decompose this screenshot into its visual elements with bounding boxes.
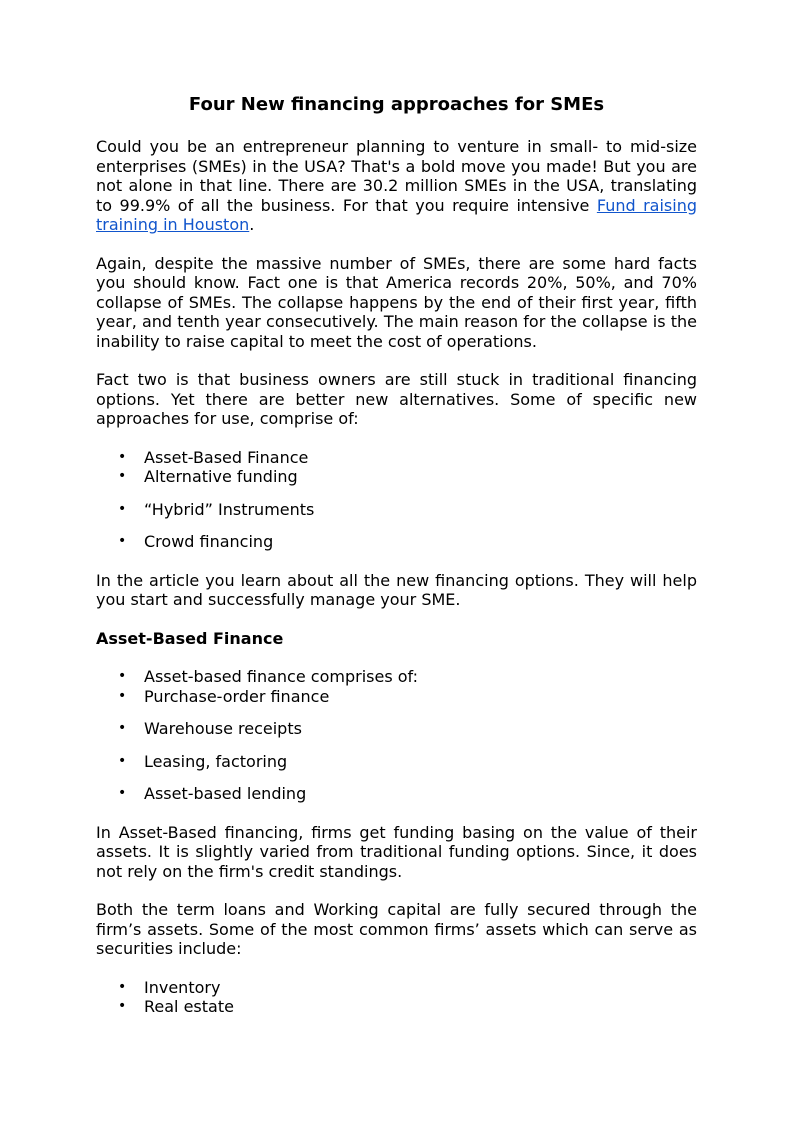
bullet-icon: •	[118, 720, 127, 736]
bullet-icon: •	[118, 978, 127, 995]
paragraph-asset-based-financing: In Asset-Based financing, firms get funding basing on the value of their assets. It is slightly varied from traditional funding options. Since, it does not rely on the firm's credit standings.	[96, 822, 697, 881]
bullet-icon: •	[118, 468, 127, 484]
list-item	[96, 667, 697, 687]
paragraph-article-intro: In the article you learn about all the new financing options. They will help you start and successfully manage your SME.	[96, 570, 697, 609]
list-item-text: Asset-Based Finance	[144, 447, 309, 467]
list-item	[96, 532, 697, 552]
list-item-text: Asset-based finance comprises of:	[144, 667, 418, 686]
list-item	[96, 978, 697, 998]
list-item	[96, 500, 697, 520]
fund-raising-training-link[interactable]: Fund raising training in Houston	[96, 195, 697, 234]
list-item-text: Warehouse receipts	[144, 719, 302, 738]
paragraph-fact-two: Fact two is that business owners are still stuck in traditional financing options. Yet there are better new alternatives. Some of specific new approaches for use, comprise of:	[96, 370, 697, 428]
bullet-icon: •	[118, 500, 127, 517]
intro-after-link: .	[249, 215, 255, 234]
list-item	[96, 467, 697, 487]
list-item-text: Crowd financing	[144, 532, 274, 551]
list-item-text: Purchase-order finance	[144, 686, 330, 706]
list-item-text: Real estate	[144, 997, 234, 1016]
paragraph-facts: Again, despite the massive number of SMEs, there are some hard facts you should know. Fact one is that America records 20%, 50%, and 70% collapse of SMEs. The collapse happens by the end of their first year, fifth year, and tenth year consecutively. The main reason for the collapse is the inability to raise capital to meet the cost of operations.	[96, 253, 697, 351]
list-item-text: Leasing, factoring	[144, 751, 288, 771]
intro-text: Could you be an entrepreneur planning to venture in small- to mid-size enterprises (SMEs) in the USA? That's a bold move you made! But you are not alone in that line. There are 30.2 million SMEs in the USA, translating to 99.9% of all the business. For that you require intensive	[96, 137, 697, 215]
approaches-list	[96, 448, 697, 552]
bullet-icon: •	[118, 998, 127, 1014]
bullet-icon: •	[118, 448, 127, 465]
list-item-text: Inventory	[144, 977, 221, 997]
intro-paragraph	[96, 137, 697, 235]
list-item	[96, 752, 697, 772]
section-heading-asset-based-finance: Asset-Based Finance	[96, 628, 284, 648]
list-item	[96, 448, 697, 468]
bullet-icon: •	[118, 687, 127, 704]
bullet-icon: •	[118, 785, 127, 801]
list-item	[96, 784, 697, 804]
document-title: Four New financing approaches for SMEs	[188, 94, 605, 115]
list-item-text: “Hybrid” Instruments	[144, 499, 315, 519]
list-item-text: Asset-based lending	[144, 784, 307, 803]
document-page	[96, 93, 697, 1036]
list-item	[96, 687, 697, 707]
bullet-icon: •	[118, 752, 127, 769]
bullet-icon: •	[118, 533, 127, 549]
list-item	[96, 997, 697, 1017]
list-item	[96, 719, 697, 739]
bullet-icon: •	[118, 668, 127, 684]
asset-finance-list	[96, 667, 697, 804]
securities-list	[96, 978, 697, 1017]
paragraph-securities: Both the term loans and Working capital are fully secured through the firm’s assets. Some of the most common firms’ assets which can serve as securities include:	[96, 900, 697, 958]
list-item-text: Alternative funding	[144, 467, 298, 486]
